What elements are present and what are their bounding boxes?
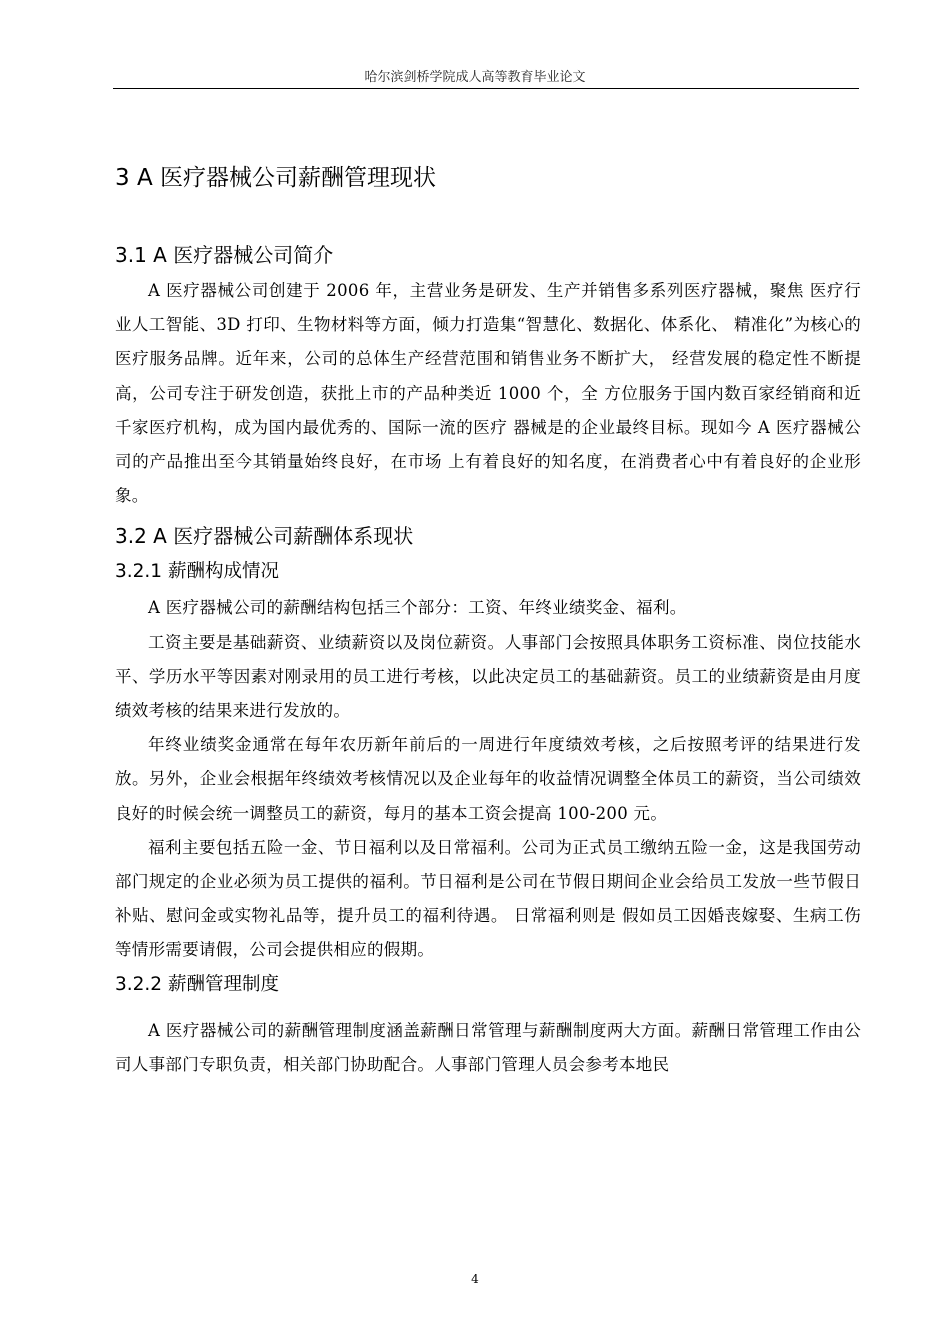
body-paragraph: A 医疗器械公司的薪酬管理制度涵盖薪酬日常管理与薪酬制度两大方面。薪酬日常管理工作由公司人事部门专职负责，相关部门协助配合。人事部门管理人员会参考本地民 (115, 1020, 861, 1074)
body-paragraph: A 医疗器械公司的薪酬结构包括三个部分：工资、年终业绩奖金、福利。 (148, 598, 687, 618)
body-paragraph: 工资主要是基础薪资、业绩薪资以及岗位薪资。人事部门会按照具体职务工资标准、岗位技能水平、学历水平等因素对刚录用的员工进行考核，以此决定员工的基础薪资。员工的业绩薪资是由月度绩效考核的结果来进行发放的。 (115, 632, 861, 721)
header-divider (113, 88, 859, 89)
body-paragraph: A 医疗器械公司创建于 2006 年，主营业务是研发、生产并销售多系列医疗器械，聚焦 医疗行业人工智能、3D 打印、生物材料等方面，倾力打造集“智慧化、数据化、体系化、 精准化”为核心的医疗服务品牌。近年来，公司的总体生产经营范围和销售业务不断扩大， 经营发展的稳定性不断提高，公司专注于研发创造，获批上市的产品种类近 1000 个，全 方位服务于国内数百家经销商和近千家医疗机构，成为国内最优秀的、国际一流的医疗 器械是的企业最终目标。现如今 A 医疗器械公司的产品推出至今其销量始终良好，在市场 上有着良好的知名度，在消费者心中有着良好的企业形象。 (115, 281, 861, 506)
section-heading-3-1: 3.1 A 医疗器械公司简介 (115, 243, 334, 267)
chapter-heading: 3 A 医疗器械公司薪酬管理现状 (115, 165, 436, 191)
subsection-heading-3-2-2: 3.2.2 薪酬管理制度 (115, 973, 279, 995)
page-number: 4 (471, 1272, 479, 1286)
body-paragraph: 年终业绩奖金通常在每年农历新年前后的一周进行年度绩效考核，之后按照考评的结果进行发放。另外，企业会根据年终绩效考核情况以及企业每年的收益情况调整全体员工的薪资，当公司绩效良好的时候会统一调整员工的薪资，每月的基本工资会提高 100-200 元。 (115, 735, 861, 823)
running-header: 哈尔滨剑桥学院成人高等教育毕业论文 (364, 70, 586, 85)
page-body (115, 158, 861, 1082)
subsection-heading-3-2-1: 3.2.1 薪酬构成情况 (115, 561, 279, 583)
section-heading-3-2: 3.2 A 医疗器械公司薪酬体系现状 (115, 524, 414, 549)
body-paragraph: 福利主要包括五险一金、节日福利以及日常福利。公司为正式员工缴纳五险一金，这是我国劳动部门规定的企业必须为员工提供的福利。节日福利是公司在节假日期间企业会给员工发放一些节假日补贴、慰问金或实物礼品等，提升员工的福利待遇。 日常福利则是 假如员工因婚丧嫁娶、生病工伤等情形需要请假，公司会提供相应的假期。 (115, 837, 861, 960)
